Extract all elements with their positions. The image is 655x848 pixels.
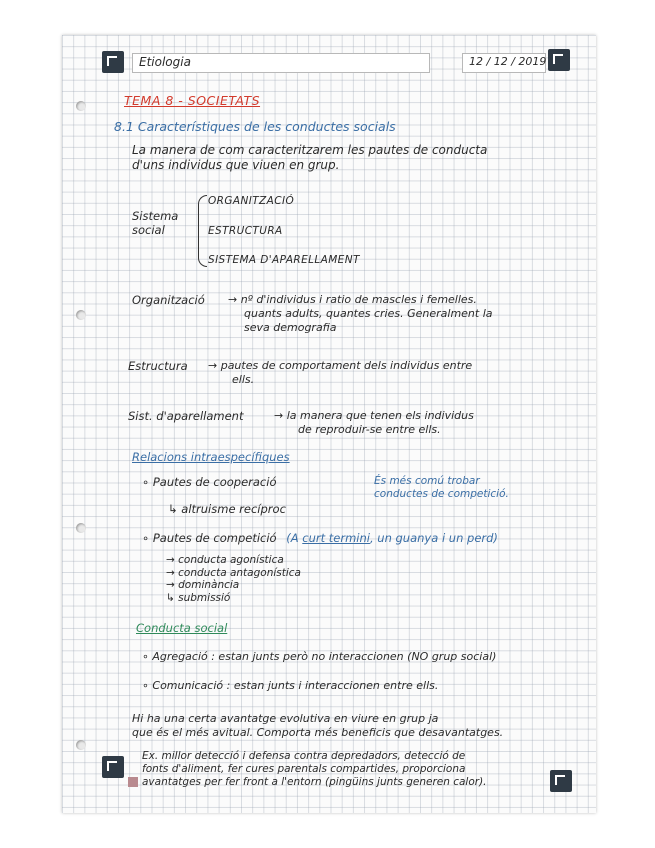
brace-icon <box>198 195 207 267</box>
example-paragraph: Ex. millor detecció i defensa contra depredadors, detecció de fonts d'aliment, fer cures parentals compartides, proporciona avantatges per fer front a l'entorn (pingüins junts generen calor). <box>142 750 487 788</box>
competition-item: ∘ Pautes de competició (A curt termini, un guanya i un perd) <box>142 531 498 545</box>
date-text: 12 / 12 / 2019 <box>469 55 547 68</box>
social-conduct-heading: Conducta social <box>136 621 228 635</box>
section-title: 8.1 Característiques de les conductes socials <box>114 119 396 134</box>
term-organitzacio: Organització <box>132 293 205 307</box>
term-aparellament: Sist. d'aparellament <box>128 409 244 423</box>
corner-mark-icon <box>102 756 124 778</box>
theme-title: TEMA 8 - SOCIETATS <box>124 93 261 108</box>
date-field <box>462 53 546 73</box>
term-estructura: Estructura <box>128 359 188 373</box>
corner-mark-icon <box>102 51 124 73</box>
subject-text: Etiologia <box>139 55 191 69</box>
punch-hole-icon <box>76 310 86 320</box>
definition-aparellament: → la manera que tenen els individus de reproduir-se entre ells. <box>274 409 474 436</box>
intro-paragraph <box>132 143 487 173</box>
punch-hole-icon <box>76 740 86 750</box>
system-item-organitzacio: ORGANITZACIÓ <box>208 195 295 207</box>
competition-subs: → conducta agonística → conducta antagonística → dominància ↳ submissió <box>166 554 301 604</box>
corner-mark-icon <box>550 770 572 792</box>
subject-field <box>132 53 430 73</box>
comparison-note: És més comú trobar conductes de competició. <box>374 475 509 500</box>
system-item-estructura: ESTRUCTURA <box>208 225 283 237</box>
cooperation-sub: ↳ altruisme recíproc <box>168 502 286 516</box>
social-system-label: Sistema social <box>132 209 179 237</box>
pink-square-icon <box>128 777 138 787</box>
closing-paragraph: Hi ha una certa avantatge evolutiva en viure en grup ja que és el més avitual. Comporta més beneficis que desavantatges. <box>132 712 504 739</box>
punch-hole-icon <box>76 101 86 111</box>
social-conduct-item: ∘ Comunicació : estan junts i interaccionen entre ells. <box>142 679 439 692</box>
intro-line: La manera de com caracteritzarem les pautes de conducta <box>132 143 488 157</box>
corner-mark-icon <box>548 49 570 71</box>
social-conduct-item: ∘ Agregació : estan junts però no interaccionen (NO grup social) <box>142 650 497 663</box>
definition-organitzacio: → nº d'individus i ratio de mascles i femelles. quants adults, quantes cries. Generalment la seva demografia <box>228 293 493 334</box>
notebook-page <box>62 35 596 813</box>
system-item-aparellament: SISTEMA D'APARELLAMENT <box>208 254 360 266</box>
intraspecific-heading: Relacions intraespecífiques <box>132 450 290 464</box>
cooperation-item: ∘ Pautes de cooperació <box>142 475 277 489</box>
punch-hole-icon <box>76 523 86 533</box>
intro-line: d'uns individus que viuen en grup. <box>132 158 340 172</box>
definition-estructura: → pautes de comportament dels individus entre ells. <box>208 359 473 386</box>
competition-note: (A curt termini, un guanya i un perd) <box>286 531 498 545</box>
